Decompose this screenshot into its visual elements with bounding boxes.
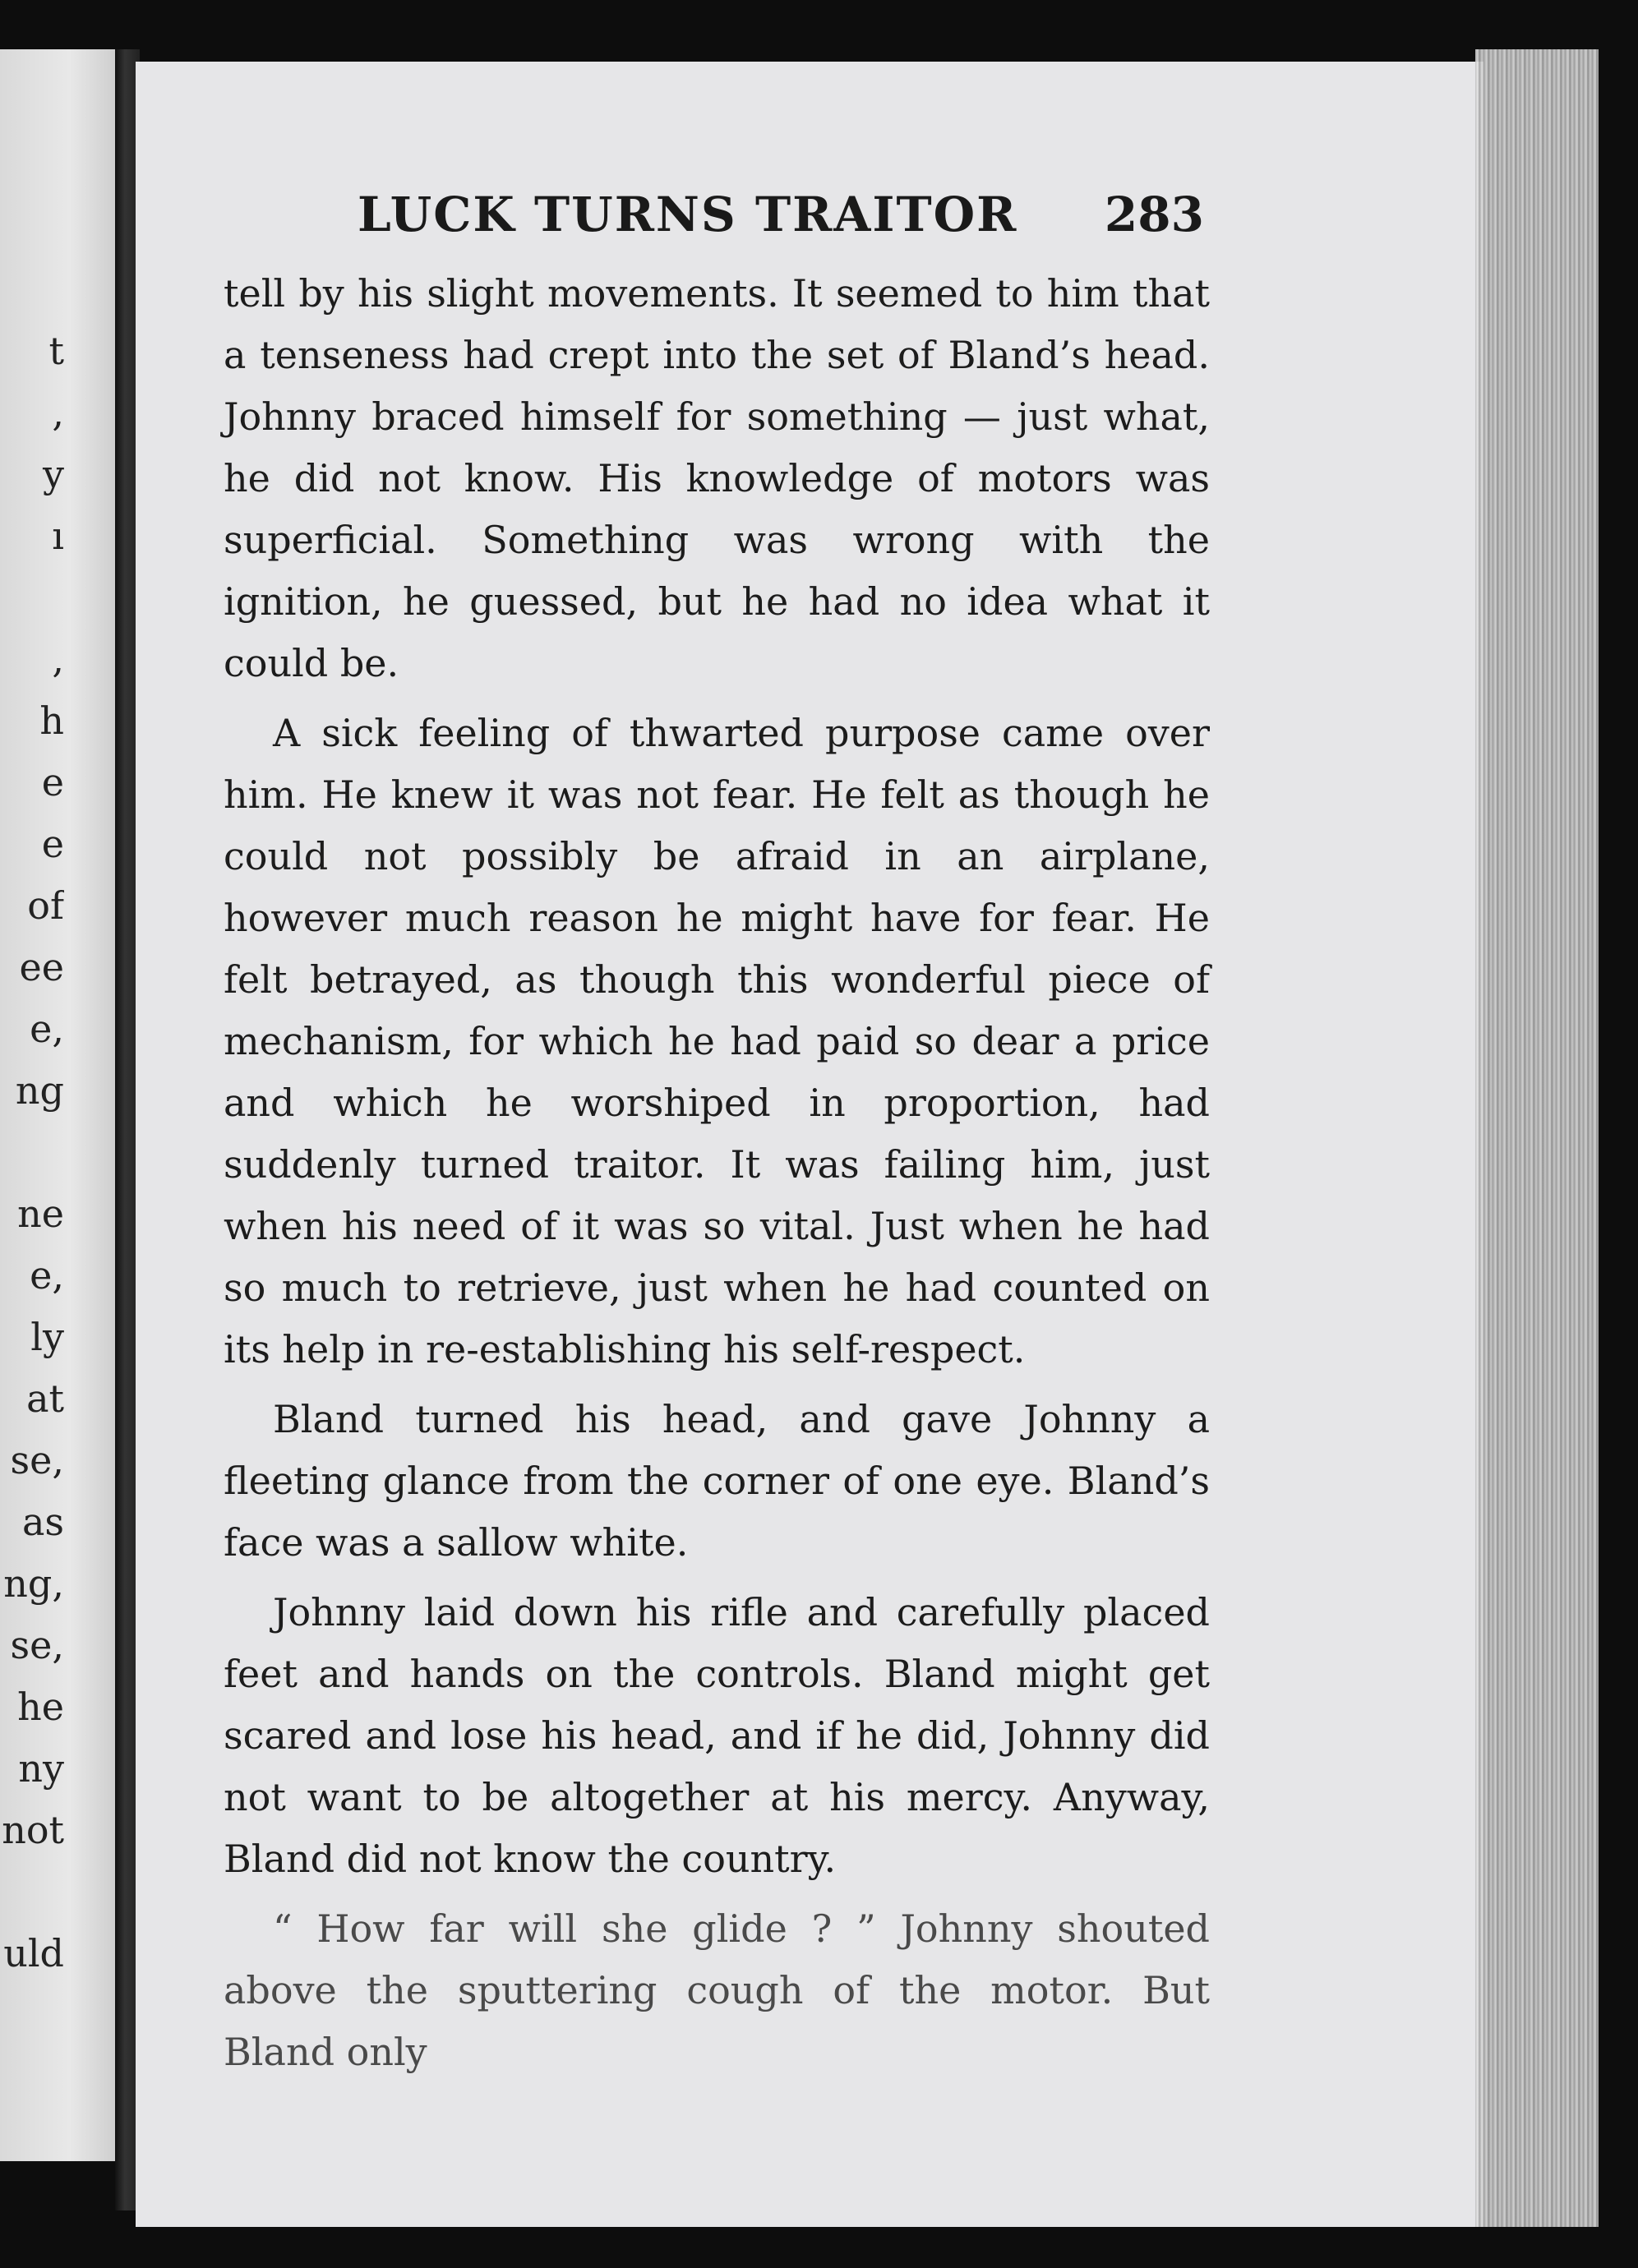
paragraph: Johnny laid down his rifle and carefully placed feet and hands on the controls. Bland might get scared and lose his head, and if he did, Johnny did not want to be altogether at his mercy. Anyway, Bland did not know the country. [224, 1590, 1210, 1881]
paragraph: A sick feeling of thwarted purpose came over him. He knew it was not fear. He felt as though he could not possibly be afraid in an airplane, however much reason he might have for fear. He felt betrayed, as though this wonderful piece of mechanism, for which he had paid so dear a price and which he worshiped in proportion, had suddenly turned traitor. It was failing him, just when his need of it was so vital. Just when he had so much to retrieve, just when he had counted on its help in re-establishing his self-respect. [224, 711, 1210, 1371]
fragment-line: uld [3, 1931, 64, 1975]
running-title: LUCK TURNS TRAITOR [358, 187, 1018, 242]
paragraph: “ How far will she glide ? ” Johnny shouted above the sputtering cough of the motor. But Bland only [224, 1906, 1210, 2074]
facing-page [0, 49, 115, 2161]
fragment-line: ny [18, 1746, 64, 1791]
fragment-line: h [39, 698, 64, 743]
running-header [358, 177, 1204, 251]
paragraph: Bland turned his head, and gave Johnny a fleeting glance from the corner of one eye. Bland’s face was a sallow white. [224, 1397, 1210, 1565]
fragment-line: t [48, 329, 64, 373]
fragment-line: , [52, 637, 64, 681]
fragment-line: he [17, 1685, 64, 1729]
page-edges [1475, 49, 1599, 2227]
fragment-line: ee [19, 945, 64, 989]
fragment-line [0, 1122, 64, 1183]
facing-page-text-fragments [0, 320, 64, 1984]
page-number: 283 [1104, 187, 1204, 242]
fragment-line: ne [17, 1192, 64, 1236]
fragment-line: at [26, 1376, 64, 1421]
fragment-line: ı [52, 514, 64, 558]
fragment-line: ng [15, 1068, 64, 1113]
fragment-line: e [41, 822, 64, 866]
fragment-line [0, 567, 64, 629]
fragment-line: ng, [3, 1561, 64, 1606]
fragment-line: e [41, 760, 64, 804]
fragment-line: e, [30, 1007, 64, 1051]
fragment-line: se, [10, 1438, 64, 1482]
fragment-line: of [27, 883, 64, 928]
fragment-line: e, [30, 1253, 64, 1298]
paragraph: tell by his slight movements. It seemed to him that a tenseness had crept into the set of Bland’s head. Johnny braced himself for something — just what, he did not know. His knowledge of motors was superficial. Something was wrong with the ignition, he guessed, but he had no idea what it could be. [224, 271, 1210, 685]
body-text [224, 263, 1210, 2091]
fragment-line: se, [10, 1623, 64, 1667]
fragment-line: ly [30, 1315, 64, 1359]
fragment-line: y [43, 452, 64, 496]
fragment-line: as [21, 1500, 64, 1544]
fragment-line [0, 1861, 64, 1923]
fragment-line: , [52, 390, 64, 435]
fragment-line: not [2, 1808, 64, 1852]
